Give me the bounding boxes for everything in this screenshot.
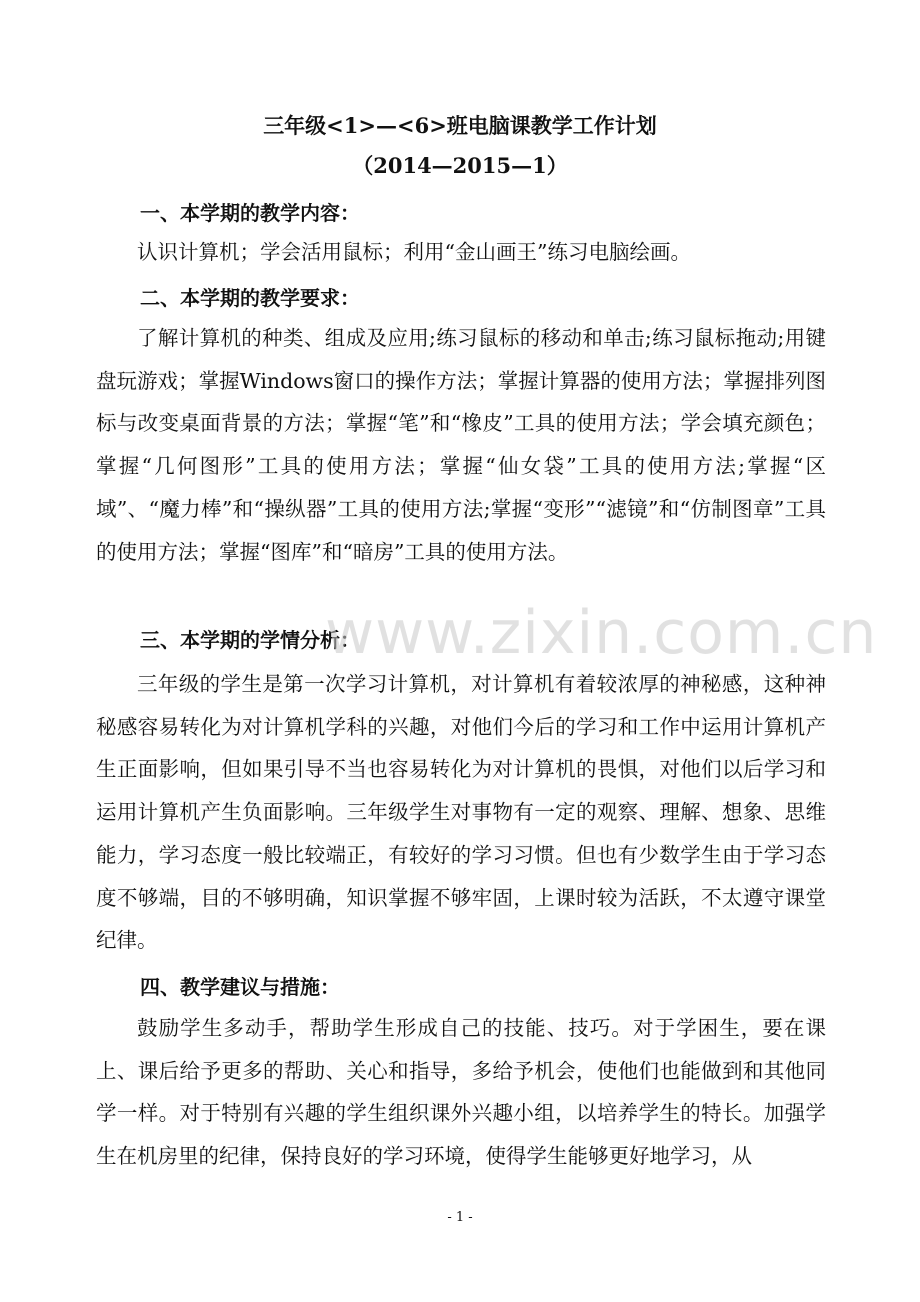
- document-subtitle: （2014—2015—1）: [352, 153, 568, 178]
- section-text-measures: 鼓励学生多动手，帮助学生形成自己的技能、技巧。对于学困生，要在课上、课后给予更多的帮助、关心和指导，多给予机会，使他们也能做到和其他同学一样。对于特别有兴趣的学生组织课外兴趣小组，以培养学生的特长。加强学生在机房里的纪律，保持良好的学习环境，使得学生能够更好地学习，从: [96, 1016, 826, 1169]
- section-heading-requirements: 二、本学期的教学要求：: [140, 286, 360, 310]
- section-text-requirements: 了解计算机的种类、组成及应用;练习鼠标的移动和单击;练习鼠标拖动;用键盘玩游戏；掌握Windows窗口的操作方法；掌握计算器的使用方法；掌握排列图标与改变桌面背景的方法；掌握“笔”和“橡皮”工具的使用方法；学会填充颜色；掌握“几何图形”工具的使用方法；掌握“仙女袋”工具的使用方法;掌握“区域”、“魔力棒”和“操纵器”工具的使用方法;掌握“变形”“滤镜”和“仿制图章”工具的使用方法；掌握“图库”和“暗房”工具的使用方法。: [96, 326, 826, 564]
- section-text-analysis: 三年级的学生是第一次学习计算机，对计算机有着较浓厚的神秘感，这种神秘感容易转化为对计算机学科的兴趣，对他们今后的学习和工作中运用计算机产生正面影响，但如果引导不当也容易转化为对计算机的畏惧，对他们以后学习和运用计算机产生负面影响。三年级学生对事物有一定的观察、理解、想象、思维能力，学习态度一般比较端正，有较好的学习习惯。但也有少数学生由于学习态度不够端，目的不够明确，知识掌握不够牢固，上课时较为活跃，不太遵守课堂纪律。: [96, 672, 826, 953]
- section-text-content: 认识计算机；学会活用鼠标；利用“金山画王”练习电脑绘画。: [137, 240, 691, 264]
- document-title: 三年级<1>—<6>班电脑课教学工作计划: [263, 113, 657, 138]
- section-heading-measures: 四、教学建议与措施：: [140, 975, 340, 999]
- watermark: www.zixin.com.cn: [325, 598, 878, 668]
- page-number: - 1 -: [447, 1210, 473, 1225]
- section-heading-analysis: 三、本学期的学情分析：: [140, 628, 360, 652]
- section-heading-content: 一、本学期的教学内容：: [140, 201, 360, 225]
